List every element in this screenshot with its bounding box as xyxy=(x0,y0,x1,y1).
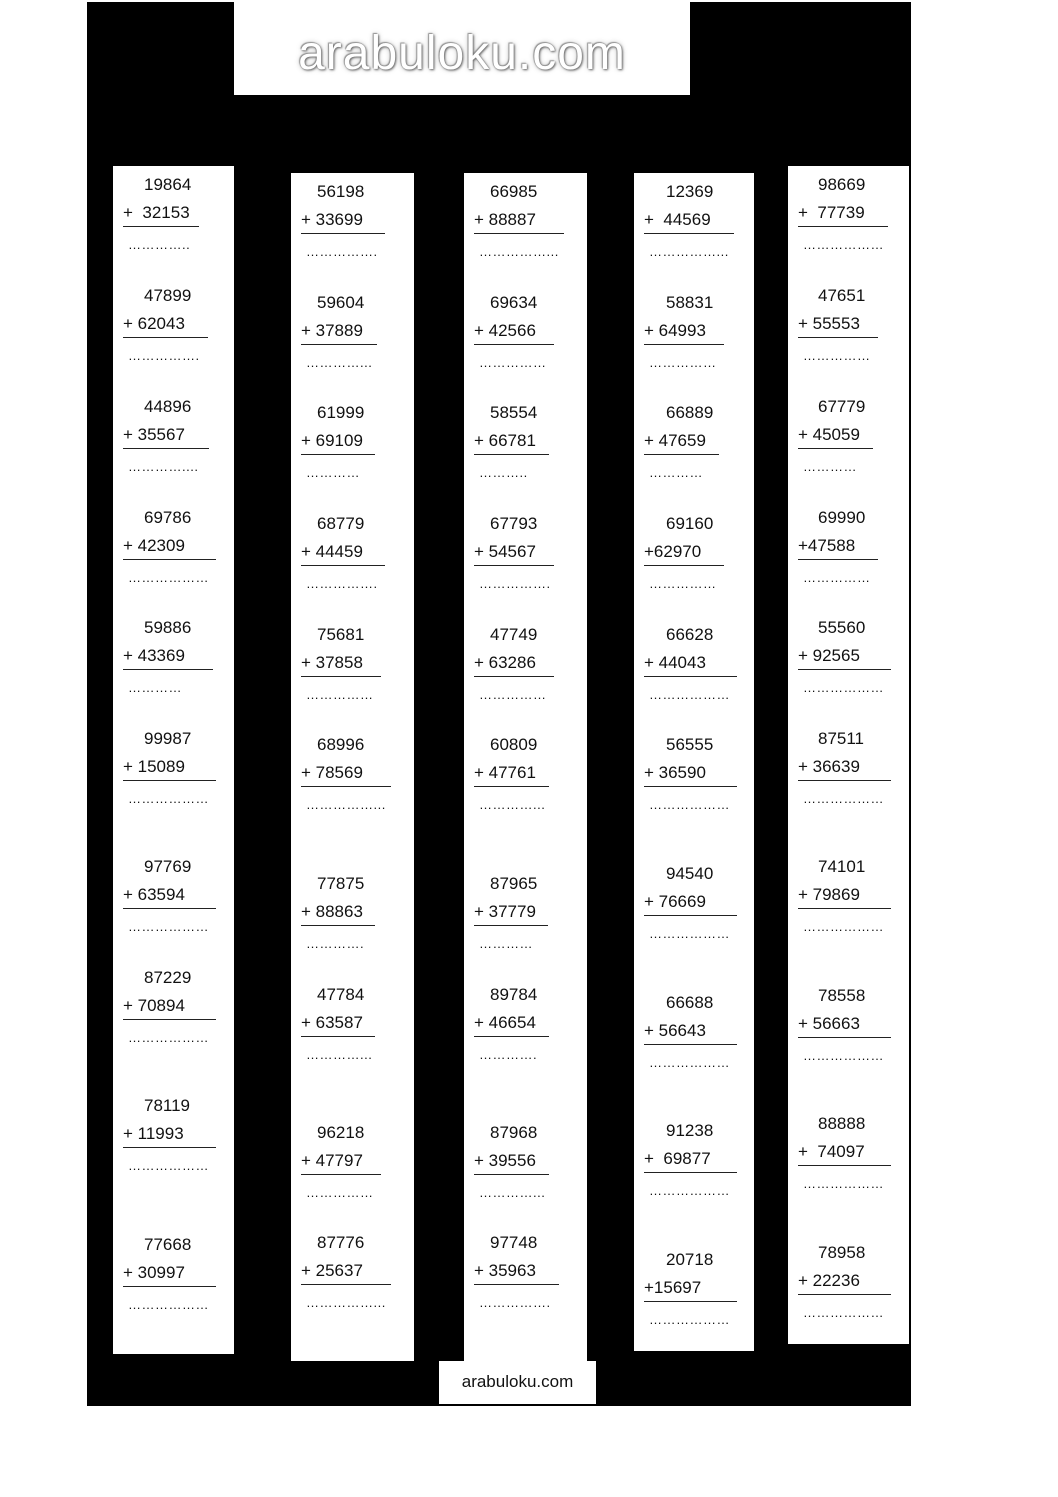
first-addend: 58554 xyxy=(490,403,538,422)
sum-line xyxy=(123,780,216,781)
second-addend: + 54567 xyxy=(474,542,536,561)
first-addend: 58831 xyxy=(666,293,714,312)
second-addend: + 63587 xyxy=(301,1013,363,1032)
second-addend: + 37858 xyxy=(301,653,363,672)
first-addend: 78558 xyxy=(818,986,866,1005)
addition-problem xyxy=(798,1114,899,1194)
sum-line xyxy=(301,344,377,345)
second-addend: + 70894 xyxy=(123,996,185,1015)
addition-problem xyxy=(474,1123,577,1203)
sum-line xyxy=(474,925,548,926)
first-addend: 67793 xyxy=(490,514,538,533)
addition-problem xyxy=(644,1121,744,1201)
addition-problem xyxy=(123,729,224,809)
first-addend: 78958 xyxy=(818,1243,866,1262)
first-addend: 96218 xyxy=(317,1123,365,1142)
first-addend: 56198 xyxy=(317,182,365,201)
sum-line xyxy=(123,1019,216,1020)
answer-blank[interactable]: ……………… xyxy=(128,570,209,585)
answer-blank[interactable]: ……………… xyxy=(649,797,730,812)
first-addend: 66688 xyxy=(666,993,714,1012)
sum-line xyxy=(798,669,891,670)
sum-line xyxy=(474,1174,549,1175)
second-addend: + 11993 xyxy=(123,1124,184,1143)
first-addend: 66889 xyxy=(666,403,714,422)
first-addend: 87968 xyxy=(490,1123,538,1142)
sum-line xyxy=(474,565,554,566)
sum-line xyxy=(123,669,213,670)
second-addend: + 56663 xyxy=(798,1014,860,1033)
problem-column-4 xyxy=(634,173,754,1351)
answer-blank[interactable]: ……………… xyxy=(128,1030,209,1045)
sum-line xyxy=(798,226,888,227)
first-addend: 87965 xyxy=(490,874,538,893)
second-addend: + 35567 xyxy=(123,425,185,444)
addition-problem xyxy=(798,1243,899,1323)
sum-line xyxy=(474,233,564,234)
sum-line xyxy=(123,1147,216,1148)
first-addend: 47784 xyxy=(317,985,365,1004)
first-addend: 60809 xyxy=(490,735,538,754)
sum-line xyxy=(644,786,737,787)
first-addend: 87776 xyxy=(317,1233,365,1252)
first-addend: 55560 xyxy=(818,618,866,637)
sum-line xyxy=(798,908,891,909)
addition-problem xyxy=(301,403,404,483)
answer-blank[interactable]: ……………… xyxy=(803,1176,884,1191)
addition-problem xyxy=(798,175,899,255)
answer-blank[interactable]: …………… xyxy=(479,687,547,702)
addition-problem xyxy=(798,508,899,588)
addition-problem xyxy=(301,874,404,954)
addition-problem xyxy=(474,735,577,815)
second-addend: + 46654 xyxy=(474,1013,536,1032)
answer-blank[interactable]: ……………. xyxy=(306,244,378,259)
first-addend: 78119 xyxy=(144,1096,191,1115)
answer-blank[interactable]: …………… xyxy=(479,355,547,370)
problem-column-2 xyxy=(291,173,414,1361)
second-addend: + 66781 xyxy=(474,431,536,450)
second-addend: + 39556 xyxy=(474,1151,536,1170)
addition-problem xyxy=(301,735,404,815)
addition-problem xyxy=(301,985,404,1065)
sum-line xyxy=(798,337,878,338)
sum-line xyxy=(644,676,737,677)
addition-problem xyxy=(644,182,744,262)
addition-problem xyxy=(301,625,404,705)
second-addend: + 55553 xyxy=(798,314,860,333)
second-addend: +62970 xyxy=(644,542,702,561)
addition-problem xyxy=(798,729,899,809)
answer-blank[interactable]: ……………... xyxy=(649,244,729,259)
second-addend: + 15089 xyxy=(123,757,185,776)
sum-line xyxy=(123,1286,216,1287)
first-addend: 89784 xyxy=(490,985,538,1004)
first-addend: 59886 xyxy=(144,618,192,637)
addition-problem xyxy=(644,293,744,373)
sum-line xyxy=(798,1037,891,1038)
answer-blank[interactable]: …………… xyxy=(306,687,374,702)
answer-blank[interactable]: …………… xyxy=(306,1185,374,1200)
second-addend: + 47797 xyxy=(301,1151,363,1170)
addition-problem xyxy=(301,182,404,262)
answer-blank[interactable]: ……………. xyxy=(479,1295,551,1310)
sum-line xyxy=(644,1044,737,1045)
second-addend: + 56643 xyxy=(644,1021,706,1040)
site-logo: arabuloku.com xyxy=(298,27,626,80)
second-addend: + 69109 xyxy=(301,431,363,450)
sum-line xyxy=(474,786,549,787)
second-addend: + 42566 xyxy=(474,321,536,340)
answer-blank[interactable]: ……………... xyxy=(479,244,559,259)
first-addend: 69160 xyxy=(666,514,714,533)
first-addend: 20718 xyxy=(666,1250,714,1269)
addition-problem xyxy=(123,1235,224,1315)
addition-problem xyxy=(474,874,577,954)
footer-banner xyxy=(439,1361,596,1404)
addition-problem xyxy=(123,397,224,477)
sum-line xyxy=(644,1301,737,1302)
sum-line xyxy=(301,233,385,234)
second-addend: + 42309 xyxy=(123,536,185,555)
second-addend: +15697 xyxy=(644,1278,702,1297)
second-addend: + 44569 xyxy=(644,210,711,229)
answer-blank[interactable]: ……………… xyxy=(803,1305,884,1320)
answer-blank[interactable]: …………... xyxy=(479,797,546,812)
addition-problem xyxy=(798,618,899,698)
second-addend: +47588 xyxy=(798,536,856,555)
second-addend: + 30997 xyxy=(123,1263,185,1282)
first-addend: 88888 xyxy=(818,1114,866,1133)
second-addend: + 25637 xyxy=(301,1261,363,1280)
addition-problem xyxy=(301,514,404,594)
sum-line xyxy=(301,565,385,566)
sum-line xyxy=(798,559,878,560)
second-addend: + 33699 xyxy=(301,210,363,229)
answer-blank[interactable]: ………… xyxy=(479,936,533,951)
second-addend: + 78569 xyxy=(301,763,363,782)
second-addend: + 69877 xyxy=(644,1149,711,1168)
first-addend: 74101 xyxy=(818,857,866,876)
answer-blank[interactable]: ……………… xyxy=(128,1158,209,1173)
second-addend: + 77739 xyxy=(798,203,865,222)
addition-problem xyxy=(301,1123,404,1203)
answer-blank[interactable]: ……………… xyxy=(649,687,730,702)
sum-line xyxy=(798,448,873,449)
sum-line xyxy=(474,454,549,455)
problem-column-1 xyxy=(113,166,234,1354)
second-addend: + 74097 xyxy=(798,1142,865,1161)
answer-blank[interactable]: ……………… xyxy=(803,680,884,695)
second-addend: + 88887 xyxy=(474,210,536,229)
answer-blank[interactable]: ………….... xyxy=(128,459,199,474)
addition-problem xyxy=(798,986,899,1066)
first-addend: 68996 xyxy=(317,735,365,754)
second-addend: + 63286 xyxy=(474,653,536,672)
second-addend: + 47659 xyxy=(644,431,706,450)
first-addend: 87229 xyxy=(144,968,192,987)
footer-site-name: arabuloku.com xyxy=(461,1372,574,1391)
sum-line xyxy=(123,908,216,909)
second-addend: + 37779 xyxy=(474,902,536,921)
addition-problem xyxy=(123,618,224,698)
second-addend: + 36590 xyxy=(644,763,706,782)
sum-line xyxy=(301,925,375,926)
first-addend: 98669 xyxy=(818,175,866,194)
first-addend: 69634 xyxy=(490,293,538,312)
first-addend: 97748 xyxy=(490,1233,538,1252)
addition-problem xyxy=(123,508,224,588)
answer-blank[interactable]: ………… xyxy=(306,465,360,480)
sum-line xyxy=(301,1174,381,1175)
first-addend: 47899 xyxy=(144,286,192,305)
addition-problem xyxy=(123,1096,224,1176)
first-addend: 99987 xyxy=(144,729,192,748)
answer-blank[interactable]: ………… xyxy=(803,459,857,474)
sum-line xyxy=(123,559,216,560)
sum-line xyxy=(123,337,208,338)
sum-line xyxy=(474,344,554,345)
answer-blank[interactable]: ……………. xyxy=(306,576,378,591)
first-addend: 94540 xyxy=(666,864,714,883)
addition-problem xyxy=(474,403,577,483)
answer-blank[interactable]: ……………… xyxy=(803,919,884,934)
answer-blank[interactable]: ……………... xyxy=(306,1295,386,1310)
first-addend: 59604 xyxy=(317,293,365,312)
header-banner xyxy=(234,2,690,95)
first-addend: 12369 xyxy=(666,182,714,201)
addition-problem xyxy=(474,293,577,373)
sum-line xyxy=(644,915,737,916)
sum-line xyxy=(123,226,199,227)
addition-problem xyxy=(301,293,404,373)
second-addend: + 22236 xyxy=(798,1271,860,1290)
addition-problem xyxy=(474,625,577,705)
first-addend: 67779 xyxy=(818,397,866,416)
addition-problem xyxy=(644,625,744,705)
second-addend: + 62043 xyxy=(123,314,185,333)
answer-blank[interactable]: ………… xyxy=(649,465,703,480)
answer-blank[interactable]: ……………… xyxy=(803,237,884,252)
answer-blank[interactable]: ……………… xyxy=(649,926,730,941)
addition-problem xyxy=(644,1250,744,1330)
first-addend: 44896 xyxy=(144,397,192,416)
second-addend: + 64993 xyxy=(644,321,706,340)
addition-problem xyxy=(123,286,224,366)
second-addend: + 79869 xyxy=(798,885,860,904)
second-addend: + 37889 xyxy=(301,321,363,340)
sum-line xyxy=(301,786,391,787)
first-addend: 91238 xyxy=(666,1121,714,1140)
second-addend: + 92565 xyxy=(798,646,860,665)
second-addend: + 44043 xyxy=(644,653,706,672)
second-addend: + 35963 xyxy=(474,1261,536,1280)
first-addend: 68779 xyxy=(317,514,365,533)
second-addend: + 44459 xyxy=(301,542,363,561)
addition-problem xyxy=(644,403,744,483)
answer-blank[interactable]: …………. xyxy=(306,936,365,951)
answer-blank[interactable]: ……………… xyxy=(803,791,884,806)
first-addend: 61999 xyxy=(317,403,365,422)
second-addend: + 32153 xyxy=(123,203,190,222)
sum-line xyxy=(123,448,209,449)
sum-line xyxy=(798,780,891,781)
answer-blank[interactable]: ……………… xyxy=(128,919,209,934)
problem-column-3 xyxy=(464,173,587,1361)
answer-blank[interactable]: ……………… xyxy=(649,1055,730,1070)
second-addend: + 36639 xyxy=(798,757,860,776)
sum-line xyxy=(644,233,734,234)
first-addend: 56555 xyxy=(666,735,714,754)
second-addend: + 45059 xyxy=(798,425,860,444)
sum-line xyxy=(644,344,724,345)
addition-problem xyxy=(798,397,899,477)
answer-blank[interactable]: ……………... xyxy=(306,797,386,812)
sum-line xyxy=(474,1284,559,1285)
addition-problem xyxy=(123,968,224,1048)
first-addend: 75681 xyxy=(317,625,365,644)
answer-blank[interactable]: …………… xyxy=(803,348,871,363)
addition-problem xyxy=(644,864,744,944)
first-addend: 66628 xyxy=(666,625,714,644)
answer-blank[interactable]: ……………… xyxy=(649,1183,730,1198)
first-addend: 47749 xyxy=(490,625,538,644)
addition-problem xyxy=(644,735,744,815)
addition-problem xyxy=(301,1233,404,1313)
second-addend: + 88863 xyxy=(301,902,363,921)
sum-line xyxy=(301,454,375,455)
addition-problem xyxy=(474,182,577,262)
first-addend: 19864 xyxy=(144,175,192,194)
addition-problem xyxy=(474,985,577,1065)
second-addend: + 63594 xyxy=(123,885,185,904)
answer-blank[interactable]: ………… xyxy=(128,680,182,695)
answer-blank[interactable]: …………. xyxy=(479,1047,538,1062)
answer-blank[interactable]: …………… xyxy=(649,355,717,370)
second-addend: + 76669 xyxy=(644,892,706,911)
first-addend: 69786 xyxy=(144,508,192,527)
answer-blank[interactable]: ……………… xyxy=(803,1048,884,1063)
addition-problem xyxy=(798,857,899,937)
sum-line xyxy=(644,1172,737,1173)
sum-line xyxy=(798,1165,891,1166)
first-addend: 87511 xyxy=(818,729,865,748)
answer-blank[interactable]: ……………… xyxy=(128,1297,209,1312)
sum-line xyxy=(301,1036,375,1037)
answer-blank[interactable]: ……………… xyxy=(649,1312,730,1327)
problem-column-5 xyxy=(788,166,909,1344)
first-addend: 69990 xyxy=(818,508,866,527)
second-addend: + 47761 xyxy=(474,763,536,782)
addition-problem xyxy=(474,514,577,594)
first-addend: 77875 xyxy=(317,874,365,893)
addition-problem xyxy=(474,1233,577,1313)
addition-problem xyxy=(644,514,744,594)
first-addend: 77668 xyxy=(144,1235,192,1254)
first-addend: 47651 xyxy=(818,286,866,305)
first-addend: 66985 xyxy=(490,182,538,201)
answer-blank[interactable]: …………... xyxy=(306,355,373,370)
answer-blank[interactable]: …………… xyxy=(803,570,871,585)
sum-line xyxy=(644,454,719,455)
sum-line xyxy=(301,676,381,677)
addition-problem xyxy=(123,175,224,255)
sum-line xyxy=(474,1036,549,1037)
answer-blank[interactable]: ……………. xyxy=(128,348,200,363)
sum-line xyxy=(301,1284,391,1285)
answer-blank[interactable]: ……….. xyxy=(479,465,528,480)
addition-problem xyxy=(798,286,899,366)
addition-problem xyxy=(123,857,224,937)
answer-blank[interactable]: ……………. xyxy=(479,576,551,591)
answer-blank[interactable]: ……………… xyxy=(128,791,209,806)
first-addend: 97769 xyxy=(144,857,192,876)
sum-line xyxy=(644,565,724,566)
sum-line xyxy=(474,676,554,677)
sum-line xyxy=(798,1294,891,1295)
answer-blank[interactable]: …………... xyxy=(479,1185,546,1200)
addition-problem xyxy=(644,993,744,1073)
second-addend: + 43369 xyxy=(123,646,185,665)
answer-blank[interactable]: …………… xyxy=(649,576,717,591)
answer-blank[interactable]: …………... xyxy=(306,1047,373,1062)
answer-blank[interactable]: ………….. xyxy=(128,237,191,252)
